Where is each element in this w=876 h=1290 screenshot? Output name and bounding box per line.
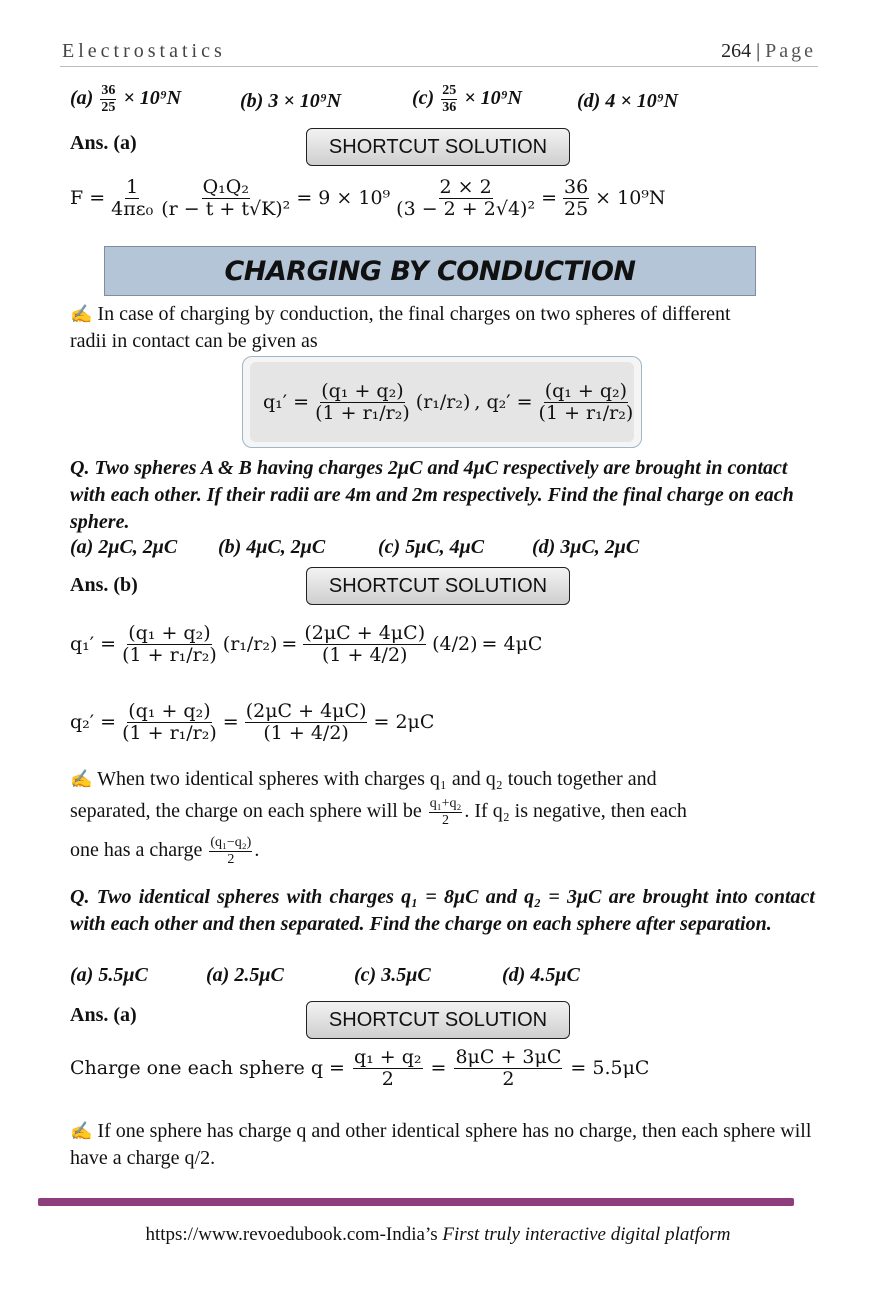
chapter-title: Electrostatics [62, 40, 226, 62]
pencil-icon: ✍ [70, 304, 93, 324]
q1-force-equation: F = $\frac{1}{\text{4πε₀}}$ $\frac{\text{Q₁Q₂}}{\text{(r − t + t√K)²}}$ = 9 × 10⁹ $\frac{2 \times 2}{\text{(3 − 2 + 2√4)²}}$ = $\frac{36}{25}$ × 10⁹N [70, 175, 666, 220]
q3-equation: Charge one each sphere q = $\frac{\text{q₁ + q₂}}{2}$ = $\frac{8\mu C + 3\mu C}{2}$ = 5.5μC [70, 1045, 650, 1090]
footer-bar [38, 1198, 794, 1206]
q2-equation-q2: q₂′ = $\frac{\text{(q₁ + q₂)}}{\text{(1 + r₁/r₂)}}$ = $\frac{(2\mu C + 4\mu C)}{(1 + 4/2)}$ = 2μC [70, 699, 435, 744]
footer-link[interactable]: https://www.revoedubook.com-India’s [145, 1224, 438, 1245]
conduction-intro-text: ✍ In case of charging by conduction, the final charges on two spheres of different radii in contact can be given as [70, 303, 731, 352]
q3-answer: Ans. (a) [70, 1004, 137, 1026]
identical-spheres-text: ✍ When two identical spheres with charges q₁ and q₂ touch together and separated, the charge on each sphere will be $\frac{\text{q₁+q₂}}{2}$ . If q₂ is negative, then each one has a charge $\frac{\text{(q₁−q₂)}}{2}$ . [70, 768, 687, 867]
q2-option-b: (b) 4μC, 2μC [218, 536, 326, 558]
uncharged-sphere-text: ✍ If one sphere has charge q and other identical sphere has no charge, then each sphere will have a charge q/2. [70, 1120, 812, 1169]
shortcut-solution-button[interactable]: SHORTCUT SOLUTION [306, 128, 570, 166]
q3-option-c: (c) 3.5μC [354, 964, 431, 986]
header-divider [60, 66, 818, 67]
pencil-icon: ✍ [70, 1121, 93, 1141]
q1-option-a: (a) $\frac{36}{25}$ × 10⁹N [70, 83, 182, 115]
q1-option-b: (b) 3 × 10⁹N [240, 90, 342, 112]
q3-option-a: (a) 5.5μC [70, 964, 148, 986]
footer-tagline: First truly interactive digital platform [442, 1224, 731, 1245]
q1-option-c: (c) $\frac{25}{36}$ × 10⁹N [412, 83, 522, 115]
conduction-formula-box: q₁′ = $\frac{\text{(q₁ + q₂)}}{\text{(1 + r₁/r₂)}}$ (r₁/r₂) , q₂′ = $\frac{\text{(q₁ + q₂)}}{\text{(1 + r₁/r₂)}}$ [242, 356, 642, 448]
shortcut-solution-button[interactable]: SHORTCUT SOLUTION [306, 1001, 570, 1039]
q3-question: Q. Two identical spheres with charges q₁ = 8μC and q₂ = 3μC are brought into contact with each other and then separated. Find the charge on each sphere after separation. [70, 886, 815, 935]
q2-options [70, 536, 770, 564]
q1-options [70, 84, 790, 124]
q3-option-b: (a) 2.5μC [206, 964, 284, 986]
page-number: 264 | Page [721, 40, 816, 62]
q2-answer: Ans. (b) [70, 574, 138, 596]
q2-question: Q. Two spheres A & B having charges 2μC and 4μC respectively are brought in contact with each other. If their radii are 4m and 2m respectively. Find the final charge on each sphere. [70, 457, 794, 533]
shortcut-solution-button[interactable]: SHORTCUT SOLUTION [306, 567, 570, 605]
q2-option-a: (a) 2μC, 2μC [70, 536, 178, 558]
footer [0, 1224, 876, 1246]
q1-answer: Ans. (a) [70, 132, 137, 154]
q2-equation-q1: q₁′ = $\frac{\text{(q₁ + q₂)}}{\text{(1 + r₁/r₂)}}$ (r₁/r₂) = $\frac{(2\mu C + 4\mu C)}{(1 + 4/2)}$ (4/2) = 4μC [70, 621, 543, 666]
q1-option-d: (d) 4 × 10⁹N [577, 90, 679, 112]
q2-option-c: (c) 5μC, 4μC [378, 536, 485, 558]
q3-options [70, 964, 770, 992]
pencil-icon: ✍ [70, 769, 93, 789]
q3-option-d: (d) 4.5μC [502, 964, 580, 986]
section-heading: CHARGING BY CONDUCTION [104, 246, 756, 296]
q2-option-d: (d) 3μC, 2μC [532, 536, 640, 558]
